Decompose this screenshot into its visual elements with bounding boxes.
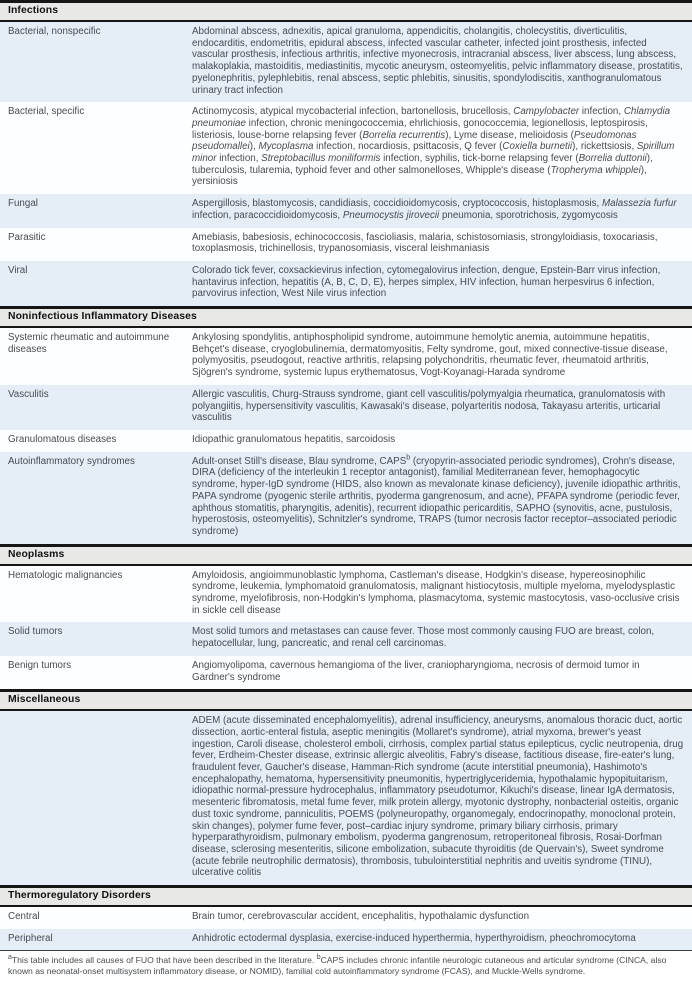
row-category-label: Peripheral (8, 932, 53, 944)
section-title: Thermoregulatory Disorders (8, 890, 151, 902)
row-disease-list: Ankylosing spondylitis, antiphospholipid syndrome, autoimmune hemolytic anemia, autoimmune hepatitis, Behçet's disease, cryoglobulinemia, dermatomyositis, Felty syndrome, gout, mixed connective-tissue disease, polymyositis, pseudogout, reactive arthritis, relapsing polychondritis, rheumatic fever, rheumatoid arthritis, Sjögren's syndrome, systemic lupus erythematosus, Vogt-Koyanagi-Harada syndrome (192, 332, 668, 379)
row-disease-list: ADEM (acute disseminated encephalomyelitis), adrenal insufficiency, aneurysms, anomalous thoracic duct, aortic dissection, aortic-enteral fistula, aseptic meningitis (Mollaret's syndrome), atrial myxoma, brewer's yeast ingestion, Caroli disease, cholesterol emboli, cirrhosis, complex partial status epilepticus, cyclic neutropenia, drug fever, Erdheim-Chester disease, extrinsic allergic alveolitis, Fabry's disease, factitious disease, fire-eater's lung, fraudulent fever, Gaucher's disease, Hamman-Rich syndrome (acute interstitial pneumonia), Hashimoto's encephalopathy, hematoma, hypersensitivity pneumonitis, hypertriglyceridemia, hypothalamic hypopituitarism, idiopathic normal-pressure hydrocephalus, inflammatory pseudotumor, Kikuchi's disease, linear IgA dermatosis, mesenteric fibromatosis, metal fume fever, milk protein allergy, myotonic dystrophy, nonbacterial osteitis, organic dust toxic syndrome, panniculitis, POEMS (polyneuropathy, organomegaly, endocrinopathy, monoclonal protein, skin changes), polymer fume fever, post–cardiac injury syndrome, primary biliary cirrhosis, primary hyperparathyroidism, pulmonary embolism, pyoderma gangrenosum, retroperitoneal fibrosis, Rosai-Dorfman disease, sclerosing mesenteritis, silicone embolization, subacute thyroiditis (de Quervain's), Sweet syndrome (acute febrile neutrophilic dermatosis), thrombosis, tubulointerstitial nephritis and uveitis syndrome (TINU), ulcerative colitis (192, 715, 684, 879)
row-disease-list: Aspergillosis, blastomycosis, candidiasis, coccidioidomycosis, cryptococcosis, histoplasmosis, Malassezia furfur infection, paracoccidioidomycosis, Pneumocystis jirovecii pneumonia, sporotrichosis, zygomycosis (192, 198, 677, 221)
row-category-label: Solid tumors (8, 626, 63, 638)
row-category-label (0, 711, 192, 885)
row-disease-list: Allergic vasculitis, Churg-Strauss syndrome, giant cell vasculitis/polymyalgia rheumatica, granulomatosis with polyangiitis, hypersensitivity vasculitis, Kawasaki's disease, polyarteritis nodosa, Takayasu arteritis, urticarial vasculitis (192, 388, 666, 424)
row-category-label: Fungal (8, 198, 38, 210)
section-title: Noninfectious Inflammatory Diseases (8, 311, 197, 323)
row-category-label: Parasitic (8, 231, 46, 243)
section-header-miscellaneous (0, 689, 692, 711)
table-footnote: $^a$This table includes all causes of FUO that have been described in the literature. $^b$CAPS includes chronic infantile neurologic cutaneous and articular syndrome (CINCA, also known as neonatal-onset multisystem inflammatory disease, or NOMID), familial cold autoinflammatory syndrome (FCAS), and Muckle-Wells syndrome. (0, 950, 692, 983)
row-peripheral (0, 929, 692, 951)
row-solid-tumors (0, 622, 692, 655)
section-header-infections (0, 0, 692, 22)
row-miscellaneous (0, 711, 692, 885)
row-disease-list: Most solid tumors and metastases can cause fever. Those most commonly causing FUO are breast, colon, hepatocellular, lung, pancreatic, and renal cell carcinomas. (192, 626, 655, 650)
row-category-label: Granulomatous diseases (8, 433, 117, 445)
row-central (0, 907, 692, 929)
row-disease-list: Abdominal abscess, adnexitis, apical granuloma, appendicitis, cholangitis, cholecystitis, diverticulitis, endocarditis, endometritis, epidural abscess, infected vascular catheter, infected joint prosthesis, infected vascular prosthesis, infectious arthritis, infective myonecrosis, intracranial abscess, liver abscess, lung abscess, malakoplakia, mastoiditis, mediastinitis, mycotic aneurysm, osteomyelitis, pelvic inflammatory disease, prostatitis, pyelonephritis, pylephlebitis, renal abscess, septic phlebitis, sinusitis, spondylodiscitis, xanthogranulomatous urinary tract infection (192, 26, 683, 96)
row-disease-list: Amyloidosis, angioimmunoblastic lymphoma, Castleman's disease, Hodgkin's disease, hypereosinophilic syndrome, leukemia, lymphomatoid granulomatosis, malignant histiocytosis, multiple myeloma, myelodysplastic syndrome, myelofibrosis, non-Hodgkin's lymphoma, plasmacytoma, systemic mastocytosis, vaso-occlusive crisis in sickle cell disease (192, 569, 680, 616)
row-category-label: Hematologic malignancies (8, 569, 123, 581)
row-autoinflammatory-syndromes (0, 452, 692, 544)
row-hematologic-malignancies (0, 566, 692, 623)
row-vasculitis (0, 385, 692, 430)
row-benign-tumors (0, 656, 692, 689)
row-disease-list: Anhidrotic ectodermal dysplasia, exercise-induced hyperthermia, hyperthyroidism, pheochromocytoma (192, 932, 636, 944)
row-disease-list: Actinomycosis, atypical mycobacterial infection, bartonellosis, brucellosis, Campylobacter infection, Chlamydia pneumoniae infection, chronic meningococcemia, ehrlichiosis, gonococcemia, legionellosis, leptospirosis, listeriosis, louse-borne relapsing fever (Borrelia recurrentis), Lyme disease, melioidosis (Pseudomonas pseudomallei), Mycoplasma infection, nocardiosis, psittacosis, Q fever (Coxiella burnetii), rickettsiosis, Spirillum minor infection, Streptobacillus moniliformis infection, syphilis, tick-borne relapsing fever (Borrelia duttonii), tuberculosis, tularemia, typhoid fever and other salmonelloses, Whipple's disease (Tropheryma whipplei), yersiniosis (192, 106, 675, 188)
row-parasitic (0, 228, 692, 261)
section-header-thermoregulatory (0, 885, 692, 907)
row-viral (0, 261, 692, 306)
row-bacterial-nonspecific (0, 22, 692, 102)
row-category-label: Benign tumors (8, 659, 72, 671)
section-title: Infections (8, 5, 59, 16)
row-category-label: Central (8, 911, 40, 923)
row-granulomatous-diseases (0, 430, 692, 452)
section-title: Neoplasms (8, 548, 65, 560)
row-disease-list: Brain tumor, cerebrovascular accident, encephalitis, hypothalamic dysfunction (192, 911, 530, 923)
row-category-label: Viral (8, 264, 28, 276)
row-disease-list: Amebiasis, babesiosis, echinococcosis, fascioliasis, malaria, schistosomiasis, strongyloidiasis, toxocariasis, toxoplasmosis, trichinellosis, trypanosomiasis, visceral leishmaniasis (192, 231, 658, 255)
row-bacterial-specific (0, 102, 692, 194)
row-disease-list: Adult-onset Still's disease, Blau syndrome, CAPS$^b$ (cryopyrin-associated periodic syndromes), Crohn's disease, DIRA (deficiency of the interleukin 1 receptor antagonist), familial Mediterranean fever, hemophagocytic syndrome, hyper-IgD syndrome (HIDS, also known as mevalonate kinase deficiency), juvenile idiopathic arthritis, PAPA syndrome (pyogenic sterile arthritis, pyoderma gangrenosum, and acne), PFAPA syndrome (periodic fever, aphthous stomatitis, pharyngitis, adenitis), recurrent idiopathic pericarditis, SAPHO (synovitis, acne, pustulosis, hyperostosis, osteomyelitis), Schnitzler's syndrome, TRAPS (tumor necrosis factor receptor–associated periodic syndrome) (192, 454, 681, 537)
section-title: Miscellaneous (8, 694, 81, 706)
row-systemic-rheumatic-autoimmune (0, 328, 692, 385)
row-category-label: Bacterial, specific (8, 106, 85, 118)
row-category-label: Systemic rheumatic and autoimmune diseases (8, 332, 170, 355)
row-disease-list: Angiomyolipoma, cavernous hemangioma of the liver, craniopharyngioma, necrosis of dermoid tumor in Gardner's syndrome (192, 659, 640, 683)
row-category-label: Bacterial, nonspecific (8, 26, 101, 37)
row-fungal (0, 194, 692, 227)
row-disease-list: Idiopathic granulomatous hepatitis, sarcoidosis (192, 433, 396, 445)
row-category-label: Autoinflammatory syndromes (8, 455, 135, 467)
section-header-noninfectious-inflammatory (0, 306, 692, 328)
row-category-label: Vasculitis (8, 388, 49, 400)
row-disease-list: Colorado tick fever, coxsackievirus infection, cytomegalovirus infection, dengue, Epstein-Barr virus infection, hantavirus infection, hepatitis (A, B, C, D, E), herpes simplex, HIV infection, human herpesvirus 6 infection, parvovirus infection, West Nile virus infection (192, 264, 661, 300)
section-header-neoplasms (0, 544, 692, 566)
